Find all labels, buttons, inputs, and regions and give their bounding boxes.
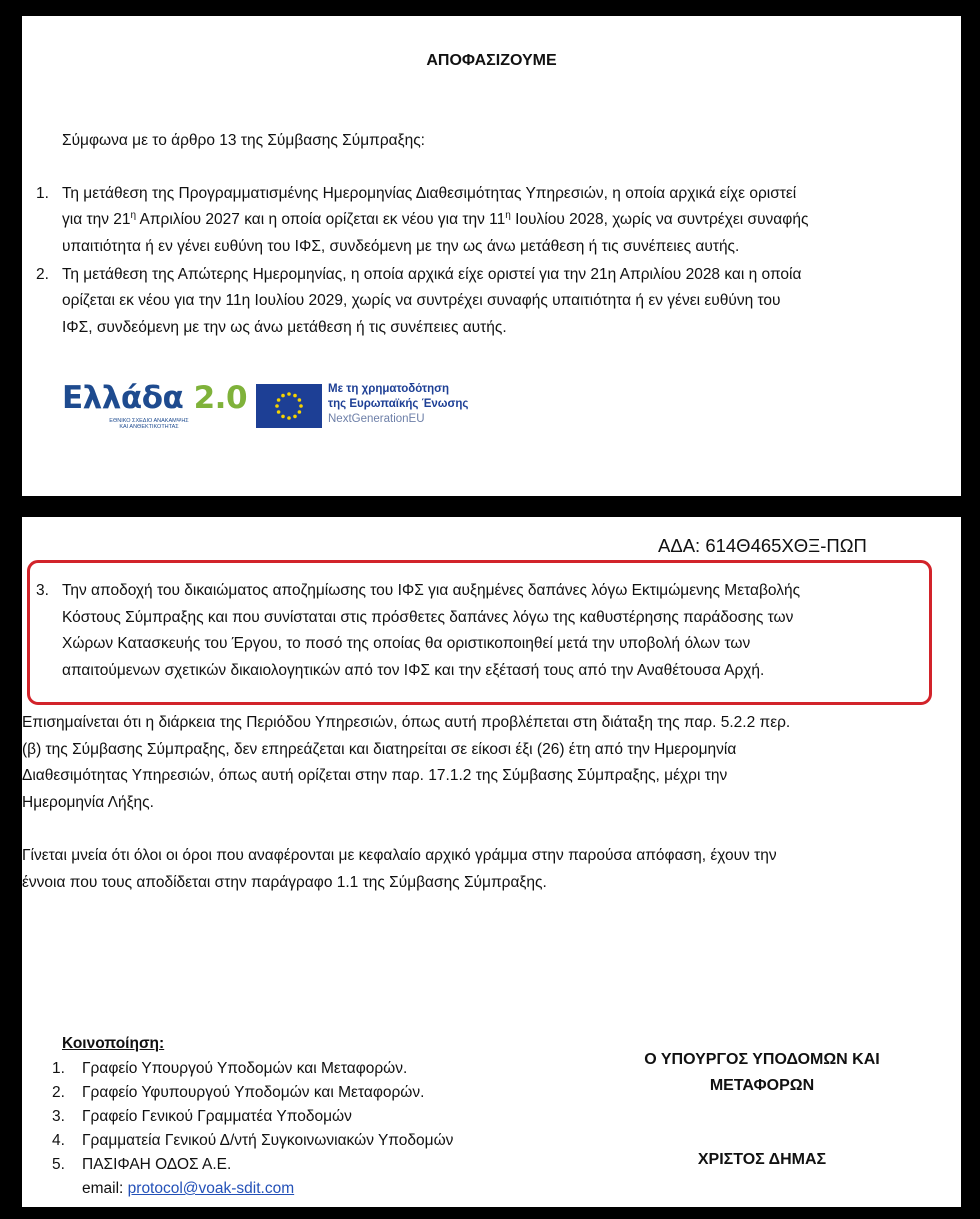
item-line: Την αποδοχή του δικαιώματος αποζημίωσης του ΙΦΣ για αυξημένες δαπάνες λόγω Εκτιμώμενης Μεταβολής <box>62 582 801 599</box>
item-line: απαιτούμενων σχετικών δικαιολογητικών από τον ΙΦΣ και την εξέτασή τους από την Αναθέτουσα Αρχή. <box>62 662 765 679</box>
logo-version: 2.0 <box>193 380 248 416</box>
signature-name: ΧΡΙΣΤΟΣ ΔΗΜΑΣ <box>697 1151 827 1168</box>
decision-heading: ΑΠΟΦΑΣΙΖΟΥΜΕ <box>426 52 557 69</box>
logo-word: Ελλάδα <box>62 380 194 416</box>
logo-subtitle: ΚΑΙ ΑΝΘΕΚΤΙΚΟΤΗΤΑΣ <box>119 424 179 430</box>
item-line: για την $21^\eta$ Απριλίου 2027 και η οποία ορίζεται εκ νέου για την $11^\eta$ Ιουλίου 2028, χωρίς να συντρέχει συναφής <box>62 209 809 228</box>
item-line: Τη μετάθεση της Προγραμματισμένης Ημερομηνίας Διαθεσιμότητας Υπηρεσιών, η οποία αρχικά είχε οριστεί <box>62 185 797 202</box>
signature-title: Ο ΥΠΟΥΡΓΟΣ ΥΠΟΔΟΜΩΝ ΚΑΙ ΜΕΤΑΦΟΡΩΝ <box>644 1051 880 1094</box>
item-line: Κόστους Σύμπραξης και που συνίσταται στις πρόσθετες δαπάνες λόγω της καθυστέρησης παράδοσης των <box>62 609 794 626</box>
item-number: 2. <box>36 266 49 283</box>
item-line: Χώρων Κατασκευής του Έργου, το ποσό της οποίας θα οριστικοποιηθεί μετά την υποβολή όλων των <box>62 635 751 652</box>
logo-subtitle: ΕΘΝΙΚΟ ΣΧΕΔΙΟ ΑΝΑΚΑΜΨΗΣ <box>109 418 189 424</box>
item-number: 3. <box>36 582 49 599</box>
item-line: ορίζεται εκ νέου για την 11η Ιουλίου 2029, χωρίς να συντρέχει συναφής υπαιτιότητα ή εν γένει ευθύνη του <box>62 292 781 309</box>
distribution-title: Κοινοποίηση: <box>62 1035 165 1052</box>
email-link[interactable]: protocol@voak-sdit.com <box>127 1180 295 1197</box>
document-page-1 <box>22 16 961 496</box>
eu-flag-icon <box>256 384 322 428</box>
ada-code: ΑΔΑ: 614Θ465ΧΘΞ-ΠΩΠ <box>658 535 867 556</box>
item-number: 1. <box>36 185 49 202</box>
item-line: Τη μετάθεση της Απώτερης Ημερομηνίας, η οποία αρχικά είχε οριστεί για την 21η Απριλίου 2028 και η οποία <box>62 266 802 283</box>
item-line: υπαιτιότητα ή εν γένει ευθύνη του ΙΦΣ, συνδεόμενη με την ως άνω μετάθεση ή τις συνέπειες αυτής. <box>62 238 740 255</box>
eu-funding-label: Με τη χρηματοδότηση της Ευρωπαϊκής Ένωσης NextGenerationEU <box>328 383 469 425</box>
document-page-2: ΑΔΑ: 614Θ465ΧΘΞ-ΠΩΠ 3. Την αποδοχή του δικαιώματος αποζημίωσης του ΙΦΣ για αυξημένες δαπάνες λόγω Εκτιμώμενης Μεταβολής Κόστους Σύμπραξης και που συνίσταται στις πρόσθετες δαπάνες λόγω της καθυστέρησης παράδοσης των Χώρων Κατασκευής του Έργου, το ποσό της οποίας θα οριστικοποιηθεί μετά την υποβολή όλων των απαιτούμενων σχετικών δικαιολογητικών από τον ΙΦΣ και την εξέτασή τους από την Αναθέτουσα Αρχή. Επισημαίνεται ότι η διάρκεια της Περιόδου Υπηρεσιών, όπως αυτή προβλέπεται στη διάταξη της παρ. 5.2.2 περ. (β) της Σύμβασης Σύμπραξης, δεν επηρεάζεται και διατηρείται σε είκοσι έξι (26) έτη από την Ημερομηνία Διαθεσιμότητας Υπηρεσιών, όπως αυτή ορίζεται στην παρ. 17.1.2 της Σύμβασης Σύμπραξης, μέχρι την Ημερομηνία Λήξης. Γίνεται μνεία ότι όλοι οι όροι που αναφέρονται με κεφαλαίο αρχικό γράμμα στην παρούσα απόφαση, έχουν την έννοια που τους αποδίδεται στην παράγραφο 1.1 της Σύμβασης Σύμπραξης. Κοινοποίηση: 1. Γραφείο Υπουργού Υποδομών και Μεταφορών. 2. Γραφείο Υφυπουργού Υποδομών και Μεταφορών. 3. Γραφείο Γενικού Γραμματέα Υποδομών 4. Γραμματεία Γενικού Δ/ντή Συγκοινωνιακών Υποδομών 5. ΠΑΣΙΦΑΗ ΟΔΟΣ Α.Ε. email: protocol@voak-sdit.com Ο ΥΠΟΥΡΓΟΣ ΥΠΟΔΟΜΩΝ ΚΑΙ ΜΕΤΑΦΟΡΩΝ ΧΡΙΣΤΟΣ ΔΗΜΑΣ <box>22 517 961 1207</box>
intro-paragraph: Σύμφωνα με το άρθρο 13 της Σύμβασης Σύμπραξης: <box>62 132 425 149</box>
item-line: ΙΦΣ, συνδεόμενη με την ως άνω μετάθεση ή τις συνέπειες αυτής. <box>62 319 507 336</box>
